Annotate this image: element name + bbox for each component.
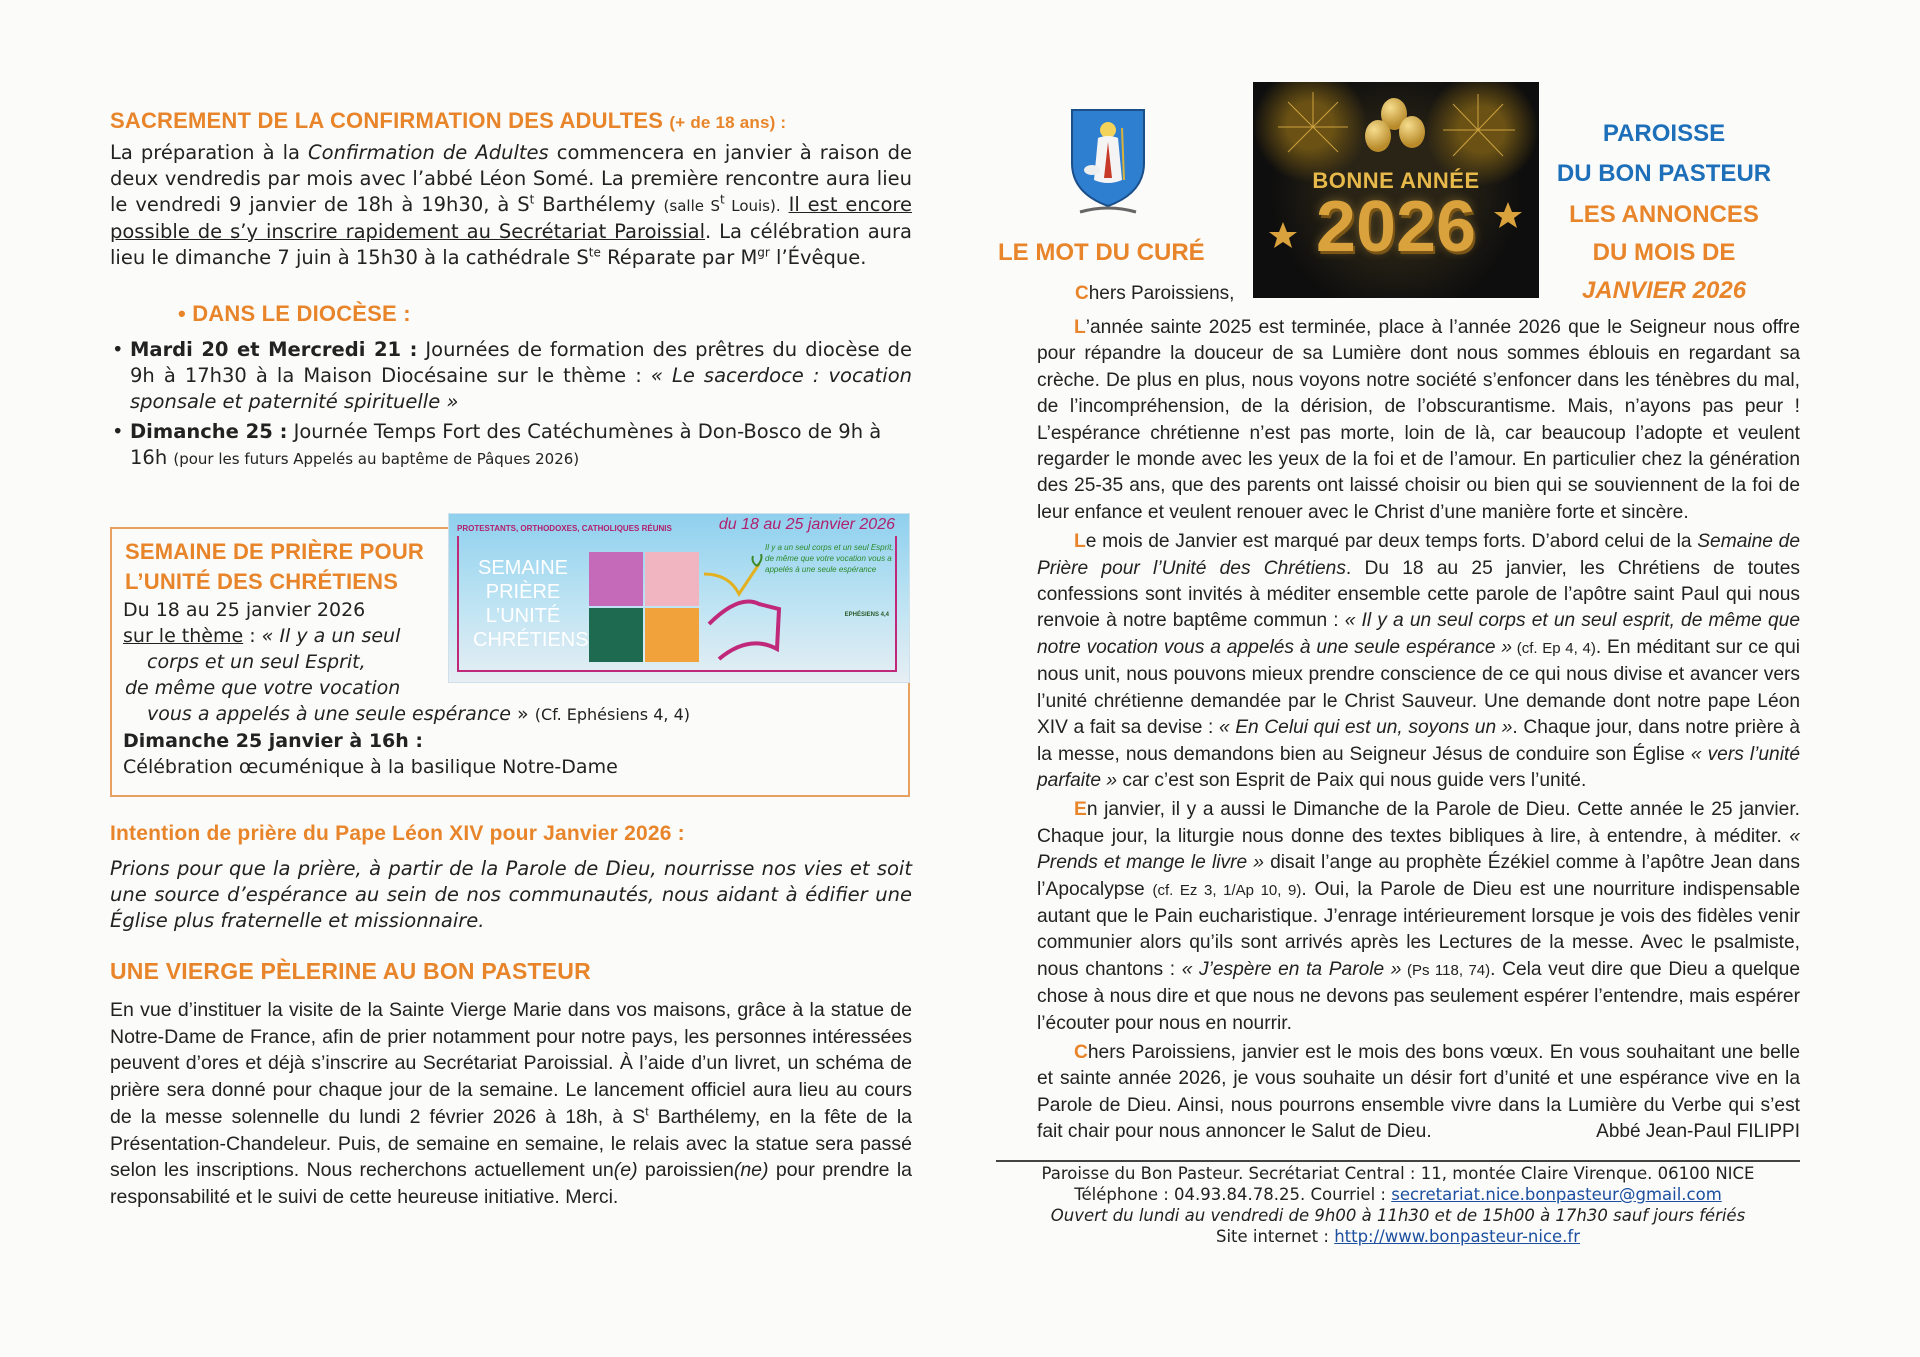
footer-contact: Paroisse du Bon Pasteur. Secrétariat Central : 11, montée Claire Virenque. 06100 NICE Téléphone : 04.93.84.78.25. Courriel : secretariat.nice.bonpasteur@gmail.com Ouvert du lundi au vendredi de 9h00 à 11h30 et de 15h00 à 17h30 sauf jours fériés Site internet : http://www.bonpasteur-nice.fr bbox=[996, 1163, 1800, 1247]
confirmation-heading bbox=[110, 108, 912, 134]
confirmation-age-note: (+ de 18 ans) : bbox=[669, 113, 787, 132]
pope-intention-title: Intention de prière du Pape Léon XIV pour Janvier 2026 : bbox=[110, 822, 685, 845]
letter-body bbox=[1037, 315, 1800, 1149]
vierge-section bbox=[110, 958, 912, 1211]
registration-note: Il est encore possible de s’y inscrire rapidement au Secrétariat Paroissial bbox=[110, 193, 913, 243]
diocese-heading: • DANS LE DIOCÈSE : bbox=[178, 301, 411, 326]
poster-tile bbox=[589, 608, 643, 662]
confirmation-title: SACREMENT DE LA CONFIRMATION DES ADULTES bbox=[110, 108, 664, 133]
unity-week-poster: PROTESTANTS, ORTHODOXES, CATHOLIQUES RÉUNIS du 18 au 25 janvier 2026 SEMAINE PRIÈRE L’UNITÉ CHRÉTIENS Il y a un seul corps et un seul Esprit, de même que votre vocation vous a appelés à une seule espérance EPHÉSIENS 4,4 bbox=[448, 513, 910, 683]
letter-paragraph: L’année sainte 2025 est terminée, place à l’année 2026 que le Seigneur nous offre pour répandre la douceur de sa Lumière dont nous sommes éblouis en regardant sa crèche. De plus en plus, nous voyons notre société s’enfoncer dans les ténèbres du mal, de l’incompréhension, de la dérision, de l’obscurantisme. Mais, n’ayons pas peur ! L’espérance chrétienne n’est pas morte, loin de là, car beaucoup l’adopte et veulent regarder le monde avec les yeux de la foi et de l’amour. En particulier chez la génération des 25-35 ans, que des parents ont laissé choisir ou bien qui se souviennent de la foi de leur enfance et veulent renouer avec le Christ d’une manière forte et sincère. bbox=[1037, 317, 1800, 523]
letter-paragraph: Chers Paroissiens, janvier est le mois des bons vœux. En vous souhaitant une belle et sainte année 2026, je vous souhaite un désir fort d’unité et une espérance vive en la Parole de Dieu. Ainsi, nous pourrons ensemble vivre dans la Lumière du Verbe qui s’est fait chair pour nous annoncer le Salut de Dieu. bbox=[1037, 1041, 1800, 1143]
letter-greeting: Chers Paroissiens, bbox=[1075, 283, 1235, 304]
vierge-text: En vue d’instituer la visite de la Sainte Vierge Marie dans vos maisons, grâce à la statue de Notre-Dame de France, afin de prier notamment pour notre pays, les personnes intéressées peuvent d’ores et déjà s’inscrire au Secrétariat Paroissial. À l’aide d’un livret, un schéma de prière sera donné pour chaque jour de la semaine. Le lancement officiel aura lieu au cours de la messe solennelle du lundi 2 février 2026 à 18h, à $S^t$ Barthélemy, en la fête de la Présentation-Chandeleur. Puis, de semaine en semaine, le relais avec la statue sera passé selon les inscriptions. Nous recherchons actuellement un(e) paroissien(ne) pour prendre la responsabilité et le suivi de cette heureuse initiative. Merci. bbox=[110, 999, 913, 1208]
confirmation-text: La préparation à la Confirmation de Adultes commencera en janvier à raison de deux vendredis par mois avec l’abbé Léon Somé. La première rencontre aura lieu le vendredi 9 janvier de 18h à 19h30, à $S^t$ Barthélemy (salle $S^t$ Louis). Il est encore possible de s’y inscrire rapidement au Secrétariat Paroissial. La célébration aura lieu le dimanche 7 juin à 15h30 à la cathédrale $S^{te}$ Réparate par $M^{gr}$ l’Évêque. bbox=[110, 141, 913, 269]
letter-paragraph: En janvier, il y a aussi le Dimanche de la Parole de Dieu. Cette année le 25 janvier. Chaque jour, la liturgie nous donne des textes bibliques à lire, à entendre, à méditer. « Prends et mange le livre » disait l’ange au prophète Ézékiel comme à l’apôtre Jean dans l’Apocalypse (cf. Ez 3, 1/Ap 10, 9). Oui, la Parole de Dieu est une nourriture indispensable autant que le Pain eucharistique. J’enrage intérieurement lorsque je vois des fidèles venir communier alors qu’ils sont arrivés après les Lectures de la messe. Avec le psalmiste, nous chantons : « J’espère en ta Parole » (Ps 118, 74). Cela veut dire que Dieu a quelque chose à nous dire et que nous ne devons pas seulement espérer l’entendre, mais espérer l’écouter pour nous en nourrir. bbox=[1037, 799, 1801, 1034]
mot-du-cure-heading: LE MOT DU CURÉ bbox=[998, 239, 1205, 266]
pope-intention-text: Prions pour que la prière, à partir de la Parole de Dieu, nourrisse nos vies et soit une source d’espérance au sein de nos communautés, nous aidant à édifier une Église plus fraternelle et missionnaire. bbox=[110, 857, 912, 932]
drop-cap: C bbox=[1074, 1041, 1088, 1063]
letter-paragraph: Le mois de Janvier est marqué par deux temps forts. D’abord celui de la Semaine de Prière pour l’Unité des Chrétiens. Du 18 au 25 janvier, les Chrétiens de toutes confessions sont invités à méditer ensemble cette parole de l’apôtre saint Paul qui nous renvoie à notre baptême commun : « Il y a un seul corps et un seul esprit, de même que notre vocation vous a appelés à une seule espérance » (cf. Ep 4, 4). En méditant sur ce qui nous unit, nous pouvons mieux prendre conscience de ce qui nous divise et avancer vers l’unité chrétienne demandée par le Christ Sauveur. Une demande dont notre pape Léon XIV a fait sa devise : « En Celui qui est un, soyons un ». Chaque jour, dans notre prière à la messe, nous demandons bien au Seigneur Jésus de conduire son Église « vers l’unité parfaite » car c’est son Esprit de Paix qui nous guide vers l’unité. bbox=[1037, 531, 1800, 791]
vierge-title: UNE VIERGE PÈLERINE AU BON PASTEUR bbox=[110, 958, 591, 984]
drop-cap: E bbox=[1074, 799, 1087, 821]
email-link[interactable]: secretariat.nice.bonpasteur@gmail.com bbox=[1391, 1185, 1722, 1204]
drop-cap: L bbox=[1074, 531, 1086, 553]
website-link[interactable]: http://www.bonpasteur-nice.fr bbox=[1334, 1227, 1581, 1246]
balloon-icon bbox=[1365, 120, 1391, 152]
poster-tile bbox=[589, 552, 643, 606]
balloon-icon bbox=[1399, 116, 1425, 148]
signature: Abbé Jean-Paul FILIPPI bbox=[1596, 1121, 1800, 1142]
parish-title: PAROISSE DU BON PASTEUR bbox=[1556, 120, 1772, 187]
diocese-item: • Mardi 20 et Mercredi 21 : Journées de formation des prêtres du diocèse de 9h à 17h30 à la Maison Diocésaine sur le thème : « Le sacerdoce : vocation sponsale et paternité spirituelle » bbox=[110, 337, 912, 415]
diocese-item: • Dimanche 25 : Journée Temps Fort des Catéchumènes à Don-Bosco de 9h à 16h (pour les futurs Appelés au baptême de Pâques 2026) bbox=[110, 419, 912, 472]
poster-tile bbox=[645, 608, 699, 662]
footer-address: Paroisse du Bon Pasteur. Secrétariat Central : 11, montée Claire Virenque. 06100 NICE bbox=[1041, 1164, 1755, 1183]
left-column bbox=[110, 108, 912, 472]
drop-cap: L bbox=[1074, 317, 1086, 338]
unity-details: Du 18 au 25 janvier 2026 sur le thème : « Il y a un seul corps et un seul Esprit, de même que votre vocation vous a appelés à une seule espérance » (Cf. Ephésiens 4, 4) Dimanche 25 janvier à 16h : Célébration œcuménique à la basilique Notre-Dame bbox=[123, 599, 690, 778]
footer-divider bbox=[996, 1160, 1800, 1162]
footer-hours: Ouvert du lundi au vendredi de 9h00 à 11h30 et de 15h00 à 17h30 sauf jours fériés bbox=[1050, 1206, 1746, 1225]
poster-tile bbox=[645, 552, 699, 606]
parish-crest-icon bbox=[1068, 108, 1148, 218]
unity-title: SEMAINE DE PRIÈRE POUR L’UNITÉ DES CHRÉTIENS bbox=[125, 539, 425, 594]
announcements-title: LES ANNONCES DU MOIS DE JANVIER 2026 bbox=[1569, 201, 1759, 304]
unity-event-title: Dimanche 25 janvier à 16h : bbox=[123, 730, 424, 752]
pope-intention-section bbox=[110, 822, 912, 934]
unity-event-text: Célébration œcuménique à la basilique Notre-Dame bbox=[123, 756, 618, 778]
footer-phone: Téléphone : 04.93.84.78.25. Courriel : bbox=[1074, 1185, 1392, 1204]
new-year-image: BONNE ANNÉE 2026 bbox=[1253, 82, 1539, 298]
unity-dates: Du 18 au 25 janvier 2026 bbox=[123, 599, 366, 621]
